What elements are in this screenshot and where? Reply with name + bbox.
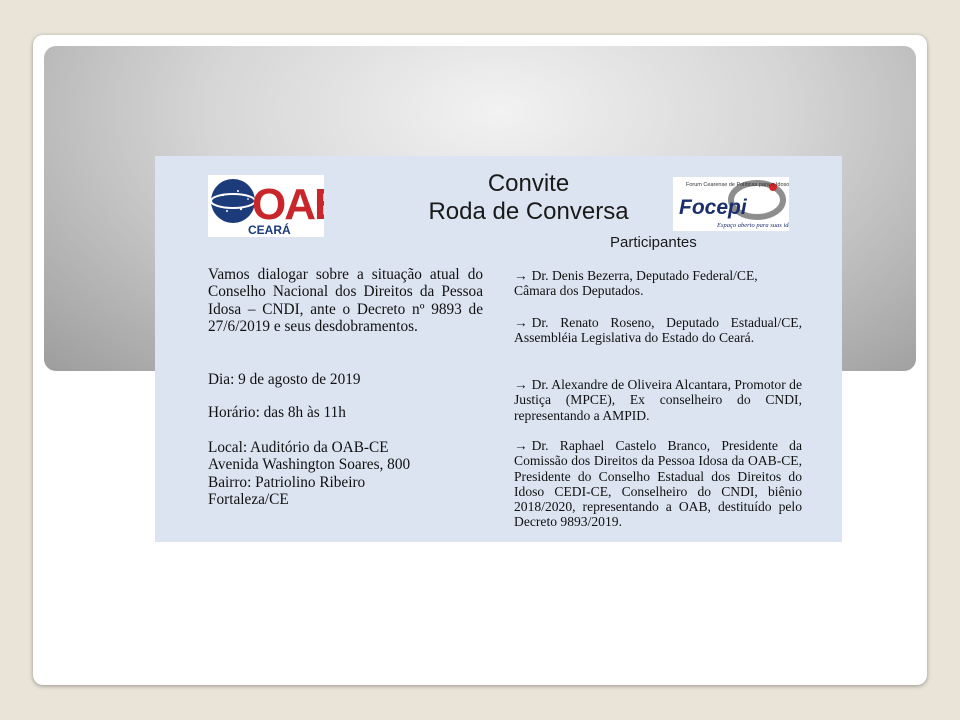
- focepi-tagline: Espaço aberto para suas id: [717, 222, 789, 229]
- intro-text: Vamos dialogar sobre a situação atual do Conselho Nacional dos Direitos da Pessoa Idosa – CNDI, ante o Decreto nº 9893 de 27/6/2019 e seus desdobramentos.: [208, 266, 483, 335]
- intro-paragraph: [208, 266, 483, 335]
- participant-item: [514, 438, 802, 530]
- participants-heading: Participantes: [610, 234, 697, 251]
- arrow-icon: →: [514, 438, 528, 453]
- participant-item: [514, 377, 802, 423]
- oab-logo-sub: CEARÁ: [248, 223, 291, 237]
- flyer-title-line2: Roda de Conversa: [428, 198, 629, 225]
- focepi-logo-graphic: [673, 177, 789, 231]
- arrow-icon: →: [514, 377, 528, 392]
- flyer-title-line1: Convite: [487, 170, 570, 197]
- arrow-icon: →: [514, 268, 528, 283]
- location-line: Bairro: Patriolino Ribeiro: [208, 473, 366, 491]
- location-line: Fortaleza/CE: [208, 490, 289, 508]
- focepi-name: Focepi: [679, 196, 747, 219]
- participant-line: Câmara dos Deputados.: [514, 283, 644, 299]
- participant-line: Assembléia Legislativa do Estado do Ceará.: [514, 330, 755, 346]
- participant-item: [514, 315, 802, 346]
- participant-line: Dr. Renato Roseno, Deputado Estadual/CE,: [531, 315, 802, 330]
- oab-logo-text: OA: [252, 180, 314, 229]
- participant-item: [514, 268, 802, 299]
- participant-line: Dr. Denis Bezerra, Deputado Federal/CE,: [531, 268, 758, 283]
- focepi-small-text: Forum Cearense de Políticas para o Idoso: [686, 182, 789, 188]
- invitation-flyer: [155, 156, 842, 542]
- location-line: Local: Auditório da OAB-CE: [208, 439, 389, 456]
- participant-line: Dr. Raphael Castelo Branco, Presidente da Comissão dos Direitos da Pessoa Idosa da OAB-CE, Presidente do Conselho Estadual dos Direitos do Idoso CEDI-CE, Conselheiro do CNDI, biênio 2018/2020, representando a OAB, destituído pelo Decreto 9893/2019.: [514, 438, 802, 530]
- event-location: [208, 439, 483, 508]
- participant-line: Dr. Alexandre de Oliveira Alcantara, Promotor de Justiça (MPCE), Ex conselheiro do CNDI, representando a AMPID.: [514, 377, 802, 423]
- event-time: Horário: das 8h às 11h: [208, 404, 346, 421]
- event-date: Dia: 9 de agosto de 2019: [208, 371, 361, 388]
- arrow-icon: →: [514, 315, 528, 330]
- location-line: Avenida Washington Soares, 800: [208, 456, 411, 474]
- focepi-logo: [673, 177, 789, 231]
